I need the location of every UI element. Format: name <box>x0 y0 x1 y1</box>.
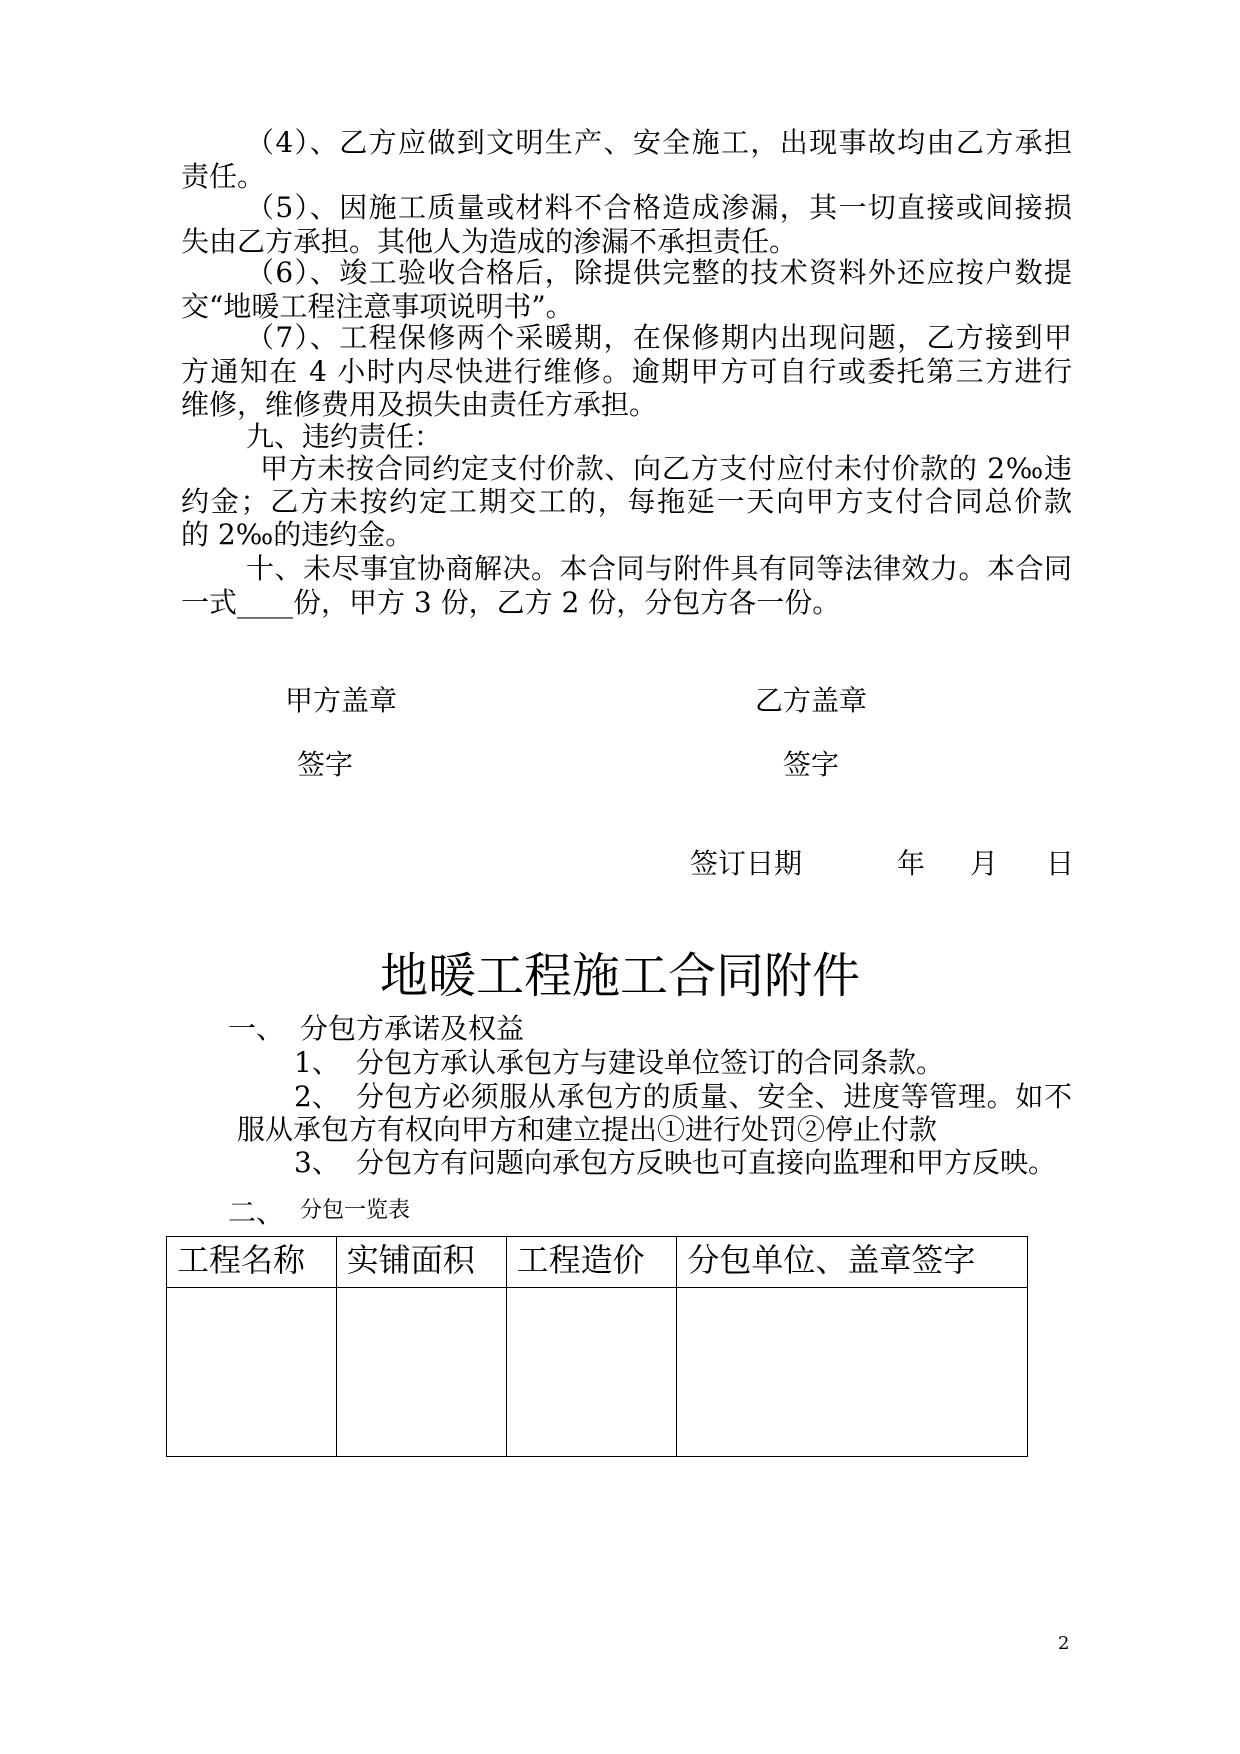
section-9-line-1: 甲方未按合同约定支付价款、向乙方支付应付未付价款的 2‰违 <box>260 452 1072 485</box>
annex-part-2-number: 二、 <box>228 1196 285 1229</box>
sign-date-label: 签订日期 <box>690 847 803 880</box>
table-cell <box>167 1288 337 1457</box>
clause-7-line-3: 维修，维修费用及损失由责任方承担。 <box>181 388 658 421</box>
clause-7-line-1: （7）、工程保修两个采暖期，在保修期内出现问题，乙方接到甲 <box>246 321 1072 354</box>
table-header-row <box>167 1237 1028 1288</box>
table-cell <box>506 1288 677 1457</box>
party-a-sign-label: 签字 <box>297 748 354 781</box>
clause-4-line-2: 责任。 <box>181 160 266 193</box>
annex-item-1-text: 分包方承认承包方与建设单位签订的合同条款。 <box>356 1046 945 1079</box>
page-number: 2 <box>1058 1633 1070 1654</box>
clause-4-line-1: （4）、乙方应做到文明生产、安全施工，出现事故均由乙方承担 <box>246 126 1072 159</box>
sign-date-day: 日 <box>1046 847 1075 880</box>
subcontract-table <box>166 1236 1028 1457</box>
party-b-sign-label: 签字 <box>783 748 840 781</box>
annex-item-3-text: 分包方有问题向承包方反映也可直接向监理和甲方反映。 <box>356 1146 1057 1179</box>
section-9-line-2: 约金；乙方未按约定工期交工的，每拖延一天向甲方支付合同总价款 <box>181 485 1072 518</box>
table-header-project-name: 工程名称 <box>167 1237 337 1288</box>
party-a-seal-label: 甲方盖章 <box>285 684 398 717</box>
section-9-line-3: 的 2‰的违约金。 <box>181 518 414 551</box>
section-10-line-2: 一式____份，甲方 3 份，乙方 2 份，分包方各一份。 <box>181 586 841 619</box>
clause-5-line-2: 失由乙方承担。其他人为造成的渗漏不承担责任。 <box>181 225 798 258</box>
annex-item-2-number: 2、 <box>294 1080 340 1113</box>
annex-item-3-number: 3、 <box>294 1146 340 1179</box>
clause-5-line-1: （5）、因施工质量或材料不合格造成渗漏，其一切直接或间接损 <box>246 191 1072 224</box>
table-cell <box>336 1288 506 1457</box>
annex-item-2-text: 分包方必须服从承包方的质量、安全、进度等管理。如不 <box>356 1080 1072 1113</box>
table-row <box>167 1288 1028 1457</box>
annex-part-1-heading: 分包方承诺及权益 <box>300 1012 525 1045</box>
clause-7-line-2: 方通知在 4 小时内尽快进行维修。逾期甲方可自行或委托第三方进行 <box>181 355 1072 388</box>
annex-item-1-number: 1、 <box>294 1046 340 1079</box>
table-header-cost: 工程造价 <box>506 1237 677 1288</box>
section-10-line-1: 十、未尽事宜协商解决。本合同与附件具有同等法律效力。本合同 <box>246 552 1072 585</box>
annex-item-2-text-cont: 服从承包方有权向甲方和建立提出①进行处罚②停止付款 <box>237 1113 938 1146</box>
annex-part-2-heading: 分包一览表 <box>300 1198 411 1223</box>
clause-6-line-2: 交“地暖工程注意事项说明书”。 <box>181 290 574 323</box>
table-cell <box>677 1288 1028 1457</box>
annex-part-1-number: 一、 <box>228 1012 285 1045</box>
annex-title: 地暖工程施工合同附件 <box>379 948 860 1004</box>
sign-date-year: 年 <box>897 847 926 880</box>
party-b-seal-label: 乙方盖章 <box>755 684 868 717</box>
section-9-heading: 九、违约责任： <box>246 420 443 453</box>
table-header-area: 实铺面积 <box>336 1237 506 1288</box>
table-header-subcontractor: 分包单位、盖章签字 <box>677 1237 1028 1288</box>
sign-date-month: 月 <box>970 847 999 880</box>
clause-6-line-1: （6）、竣工验收合格后，除提供完整的技术资料外还应按户数提 <box>246 256 1072 289</box>
